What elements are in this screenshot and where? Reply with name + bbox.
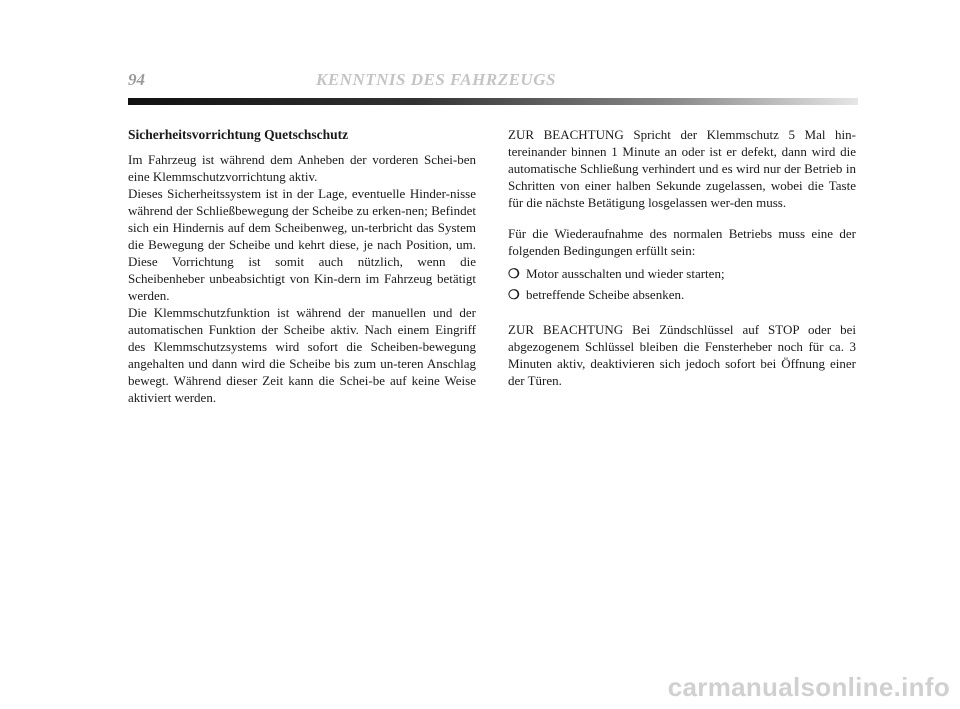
body-paragraph: Dieses Sicherheitssystem ist in der Lage, eventuelle Hinder-nisse während der Schließbewegung der Scheibe zu erken-nen; Befindet sich ein Hindernis auf dem Scheibenweg, un-terbricht das System die Bewegung der Scheibe und kehrt diese, je nach Position, um. Diese Vorrichtung ist somit auch nützlich, wenn die Scheibenheber unbeabsichtigt von Kin-dern im Fahrzeug betätigt werden. <box>128 186 476 303</box>
list-item-text: Motor ausschalten und wieder starten; <box>526 266 725 281</box>
list-item-text: betreffende Scheibe absenken. <box>526 287 685 302</box>
body-paragraph: Im Fahrzeug ist während dem Anheben der vorderen Schei-ben eine Klemmschutzvorrichtung aktiv. <box>128 152 476 184</box>
conditions-list <box>508 265 856 303</box>
bullet-circle-icon: ❍ <box>508 287 520 302</box>
page-header <box>128 70 858 94</box>
page-number: 94 <box>128 70 145 89</box>
list-item <box>508 286 856 303</box>
bullet-circle-icon: ❍ <box>508 266 520 281</box>
watermark: carmanualsonline.info <box>667 672 950 702</box>
running-title: KENNTNIS DES FAHRZEUGS <box>316 70 556 89</box>
header-rule <box>128 98 858 105</box>
right-column <box>508 126 856 389</box>
section-heading: Sicherheitsvorrichtung Quetschschutz <box>128 127 349 142</box>
left-column <box>128 126 476 406</box>
note-paragraph: ZUR BEACHTUNG Spricht der Klemmschutz 5 Mal hin-tereinander binnen 1 Minute an oder ist er defekt, dann wird die automatische Schließung verhindert und es wird nur der Betrieb in Schritten von einer halben Sekunde zugelassen, wobei die Taste für die nächste Betätigung losgelassen wer-den muss. <box>508 127 856 210</box>
list-item <box>508 265 856 282</box>
conditions-intro: Für die Wiederaufnahme des normalen Betriebs muss eine der folgenden Bedingungen erfüllt sein: <box>508 226 856 258</box>
body-paragraph: Die Klemmschutzfunktion ist während der manuellen und der automatischen Funktion der Scheibe aktiv. Nach einem Eingriff des Klemmschutzsystems wird sofort die Scheiben-bewegung angehalten und dann wird die Scheibe bis zum un-teren Anschlag bewegt. Während dieser Zeit kann die Schei-be auf keine Weise aktiviert werden. <box>128 305 476 405</box>
note-paragraph: ZUR BEACHTUNG Bei Zündschlüssel auf STOP oder bei abgezogenem Schlüssel bleiben die Fensterheber noch für ca. 3 Minuten aktiv, deaktivieren sich jedoch sofort bei Öffnung einer der Türen. <box>508 322 856 388</box>
